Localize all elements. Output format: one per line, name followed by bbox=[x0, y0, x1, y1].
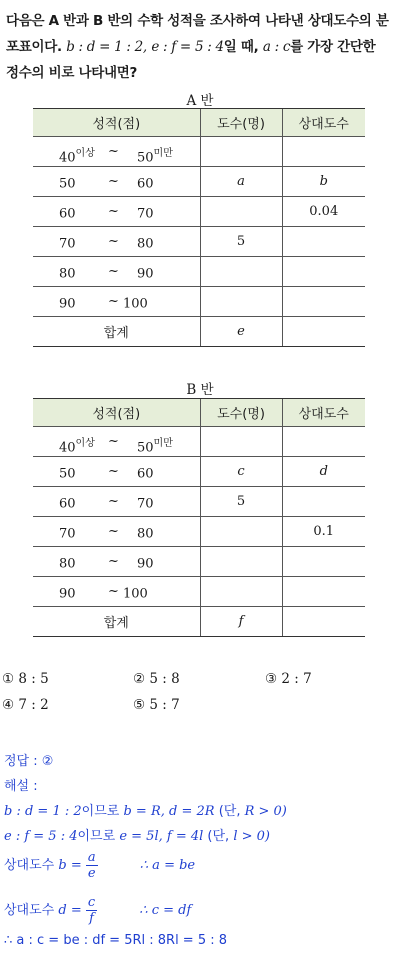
header-score: 성적(점) bbox=[33, 109, 200, 137]
solution-line-2: e : f = 5 : 4이므로 e = 5l, f = 4l (단, l > 0) bbox=[4, 829, 270, 844]
frequency-cell bbox=[200, 137, 282, 167]
table-row bbox=[33, 167, 365, 197]
range-lower: 60 bbox=[59, 496, 76, 512]
score-range bbox=[33, 227, 200, 257]
range-upper: 80 bbox=[137, 526, 154, 542]
total-label: 합계 bbox=[33, 607, 200, 637]
table-b-header-row bbox=[33, 399, 365, 427]
relative-frequency-cell bbox=[282, 427, 365, 457]
range-lower: 80 bbox=[59, 266, 76, 282]
table-row bbox=[33, 427, 365, 457]
table-row bbox=[33, 197, 365, 227]
question-text bbox=[6, 8, 398, 86]
total-relative-frequency bbox=[282, 317, 365, 347]
total-label: 합계 bbox=[33, 317, 200, 347]
range-tilde: ~ bbox=[108, 584, 119, 599]
frequency-cell: c bbox=[200, 457, 282, 487]
score-range bbox=[33, 137, 200, 167]
range-tilde: ~ bbox=[108, 144, 119, 159]
range-lower: 90 bbox=[59, 296, 76, 312]
range-upper: $50^{미만}$ bbox=[137, 148, 173, 166]
option-3[interactable]: ③ 2 : 7 bbox=[265, 671, 312, 687]
relative-frequency-cell: d bbox=[282, 457, 365, 487]
solution-line-3: 상대도수 b = $\frac{a}{e}$ ∴ a = be bbox=[4, 850, 196, 881]
range-lower: 60 bbox=[59, 206, 76, 222]
range-tilde: ~ bbox=[108, 234, 119, 249]
table-row bbox=[33, 257, 365, 287]
frequency-cell bbox=[200, 197, 282, 227]
range-tilde: ~ bbox=[108, 464, 119, 479]
header-frequency: 도수(명) bbox=[200, 109, 282, 137]
frequency-cell bbox=[200, 427, 282, 457]
relative-frequency-cell bbox=[282, 137, 365, 167]
table-row bbox=[33, 487, 365, 517]
option-1[interactable]: ① 8 : 5 bbox=[2, 671, 49, 687]
score-range bbox=[33, 487, 200, 517]
table-a-title: A 반 bbox=[186, 93, 214, 109]
relative-frequency-cell: 0.1 bbox=[282, 517, 365, 547]
range-upper: 60 bbox=[137, 466, 154, 482]
range-upper: 70 bbox=[137, 206, 154, 222]
question-line-1: 다음은 A 반과 B 반의 수학 성적을 조사하여 나타낸 상대도수의 분 bbox=[6, 13, 389, 29]
table-total-row bbox=[33, 607, 365, 637]
option-5[interactable]: ⑤ 5 : 7 bbox=[133, 697, 180, 713]
range-tilde: ~ bbox=[108, 524, 119, 539]
frequency-cell: 5 bbox=[200, 487, 282, 517]
score-range bbox=[33, 457, 200, 487]
range-tilde: ~ bbox=[108, 494, 119, 509]
table-total-row bbox=[33, 317, 365, 347]
score-range bbox=[33, 427, 200, 457]
score-range bbox=[33, 197, 200, 227]
range-tilde: ~ bbox=[108, 174, 119, 189]
score-range bbox=[33, 547, 200, 577]
score-range bbox=[33, 577, 200, 607]
relative-frequency-cell bbox=[282, 227, 365, 257]
frequency-cell: 5 bbox=[200, 227, 282, 257]
relative-frequency-cell: 0.04 bbox=[282, 197, 365, 227]
solution-line-1: b : d = 1 : 2이므로 b = R, d = 2R (단, R > 0) bbox=[4, 804, 287, 819]
total-frequency: e bbox=[200, 317, 282, 347]
range-lower: 70 bbox=[59, 526, 76, 542]
range-upper: 100 bbox=[123, 296, 148, 312]
table-row bbox=[33, 577, 365, 607]
option-2[interactable]: ② 5 : 8 bbox=[133, 671, 180, 687]
frequency-cell bbox=[200, 257, 282, 287]
range-tilde: ~ bbox=[108, 434, 119, 449]
solution-heading: 해설 : bbox=[4, 779, 38, 794]
table-a bbox=[33, 108, 365, 347]
range-upper: 90 bbox=[137, 266, 154, 282]
option-4[interactable]: ④ 7 : 2 bbox=[2, 697, 49, 713]
table-a-header-row bbox=[33, 109, 365, 137]
relative-frequency-cell bbox=[282, 547, 365, 577]
range-lower: $40^{이상}$ bbox=[59, 148, 95, 166]
solution-line-5: ∴ a : c = be : df = 5Rl : 8Rl = 5 : 8 bbox=[4, 933, 228, 948]
header-frequency: 도수(명) bbox=[200, 399, 282, 427]
total-frequency: f bbox=[200, 607, 282, 637]
frequency-cell bbox=[200, 577, 282, 607]
fraction-a-over-e: $\frac{a}{e}$ bbox=[87, 850, 96, 881]
table-row bbox=[33, 547, 365, 577]
range-lower: $40^{이상}$ bbox=[59, 438, 95, 456]
range-upper: 90 bbox=[137, 556, 154, 572]
range-tilde: ~ bbox=[108, 554, 119, 569]
score-range bbox=[33, 167, 200, 197]
table-row bbox=[33, 457, 365, 487]
solution-line-4: 상대도수 d = $\frac{c}{f}$ ∴ c = df bbox=[4, 895, 192, 926]
question-line-3: 정수의 비로 나타내면? bbox=[6, 65, 137, 81]
header-relative-frequency: 상대도수 bbox=[282, 399, 365, 427]
score-range bbox=[33, 257, 200, 287]
score-range bbox=[33, 517, 200, 547]
range-tilde: ~ bbox=[108, 264, 119, 279]
relative-frequency-cell bbox=[282, 257, 365, 287]
relative-frequency-cell bbox=[282, 287, 365, 317]
frequency-cell bbox=[200, 287, 282, 317]
header-score: 성적(점) bbox=[33, 399, 200, 427]
range-upper: $50^{미만}$ bbox=[137, 438, 173, 456]
table-row bbox=[33, 287, 365, 317]
table-row bbox=[33, 517, 365, 547]
fraction-c-over-f: $\frac{c}{f}$ bbox=[87, 895, 96, 926]
table-row bbox=[33, 137, 365, 167]
table-b-title: B 반 bbox=[186, 382, 214, 398]
relative-frequency-cell: b bbox=[282, 167, 365, 197]
range-lower: 50 bbox=[59, 466, 76, 482]
range-lower: 90 bbox=[59, 586, 76, 602]
solution-answer: 정답 : ② bbox=[4, 754, 54, 769]
range-lower: 50 bbox=[59, 176, 76, 192]
range-upper: 70 bbox=[137, 496, 154, 512]
table-row bbox=[33, 227, 365, 257]
range-tilde: ~ bbox=[108, 204, 119, 219]
range-upper: 60 bbox=[137, 176, 154, 192]
score-range bbox=[33, 287, 200, 317]
frequency-cell: a bbox=[200, 167, 282, 197]
range-upper: 100 bbox=[123, 586, 148, 602]
table-b bbox=[33, 398, 365, 637]
relative-frequency-cell bbox=[282, 577, 365, 607]
header-relative-frequency: 상대도수 bbox=[282, 109, 365, 137]
range-lower: 80 bbox=[59, 556, 76, 572]
range-lower: 70 bbox=[59, 236, 76, 252]
range-tilde: ~ bbox=[108, 294, 119, 309]
total-relative-frequency bbox=[282, 607, 365, 637]
frequency-cell bbox=[200, 547, 282, 577]
frequency-cell bbox=[200, 517, 282, 547]
question-line-2: 포표이다. b : d = 1 : 2, e : f = 5 : 4일 때, a : c를 가장 간단한 bbox=[6, 39, 376, 55]
relative-frequency-cell bbox=[282, 487, 365, 517]
range-upper: 80 bbox=[137, 236, 154, 252]
